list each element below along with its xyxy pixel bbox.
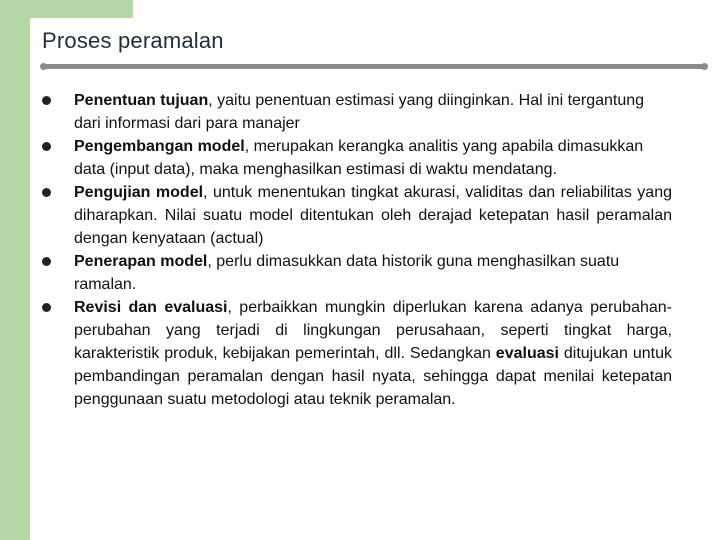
- decorative-green-corner: [0, 0, 133, 18]
- bullet-marker-icon: [42, 257, 51, 266]
- bullet-marker-icon: [42, 188, 51, 197]
- bullet-marker-icon: [42, 96, 51, 105]
- bullet-marker-icon: [42, 142, 51, 151]
- bullet-text: , yaitu penentuan estimasi yang diinginkan. Hal ini tergantung dari informasi dari para manajer: [74, 92, 645, 132]
- bullet-text: , perbaikkan mungkin diperlukan karena adanya perubahan-perubahan yang terjadi di lingkungan perusahaan, seperti tingkat harga, karakteristik produk, kebijakan pemerintah, dll. Sedangkan: [74, 299, 672, 362]
- bullet-item-penentuan-tujuan: [42, 89, 672, 135]
- title-divider: [44, 64, 704, 69]
- bullet-term: Revisi dan evaluasi: [74, 299, 228, 316]
- bullet-text: ditujukan untuk pembandingan peramalan dengan hasil nyata, sehingga dapat menilai ketepatan penggunaan suatu metodologi atau teknik peramalan.: [74, 345, 672, 408]
- bullet-text: , merupakan kerangka analitis yang apabila dimasukkan data (input data), maka menghasilkan estimasi di waktu mendatang.: [74, 138, 644, 178]
- bullet-marker-icon: [42, 303, 51, 312]
- bullet-text: , untuk menentukan tingkat akurasi, validitas dan reliabilitas yang diharapkan. Nilai suatu model ditentukan oleh derajad ketepatan hasil peramalan dengan kenyataan (actual): [74, 184, 672, 247]
- bullet-term: Pengujian model: [74, 184, 204, 201]
- divider-bar: [44, 64, 704, 69]
- bullet-item-penerapan-model: [42, 250, 672, 296]
- bullet-inline-term: evaluasi: [495, 345, 559, 362]
- bullet-term: Penerapan model: [74, 253, 208, 270]
- bullet-term: Penentuan tujuan: [74, 92, 209, 109]
- divider-left-end: [40, 63, 47, 70]
- divider-right-end: [701, 63, 708, 70]
- bullet-item-pengujian-model: [42, 181, 672, 250]
- bullet-term: Pengembangan model: [74, 138, 245, 155]
- decorative-green-sidebar: [0, 0, 30, 540]
- bullet-item-revisi-dan-evaluasi: [42, 296, 672, 411]
- bullet-text: , perlu dimasukkan data historik guna menghasilkan suatu ramalan.: [74, 253, 620, 293]
- bullet-item-pengembangan-model: [42, 135, 672, 181]
- slide-title: Proses peramalan: [42, 28, 224, 53]
- bullet-list: [42, 89, 672, 411]
